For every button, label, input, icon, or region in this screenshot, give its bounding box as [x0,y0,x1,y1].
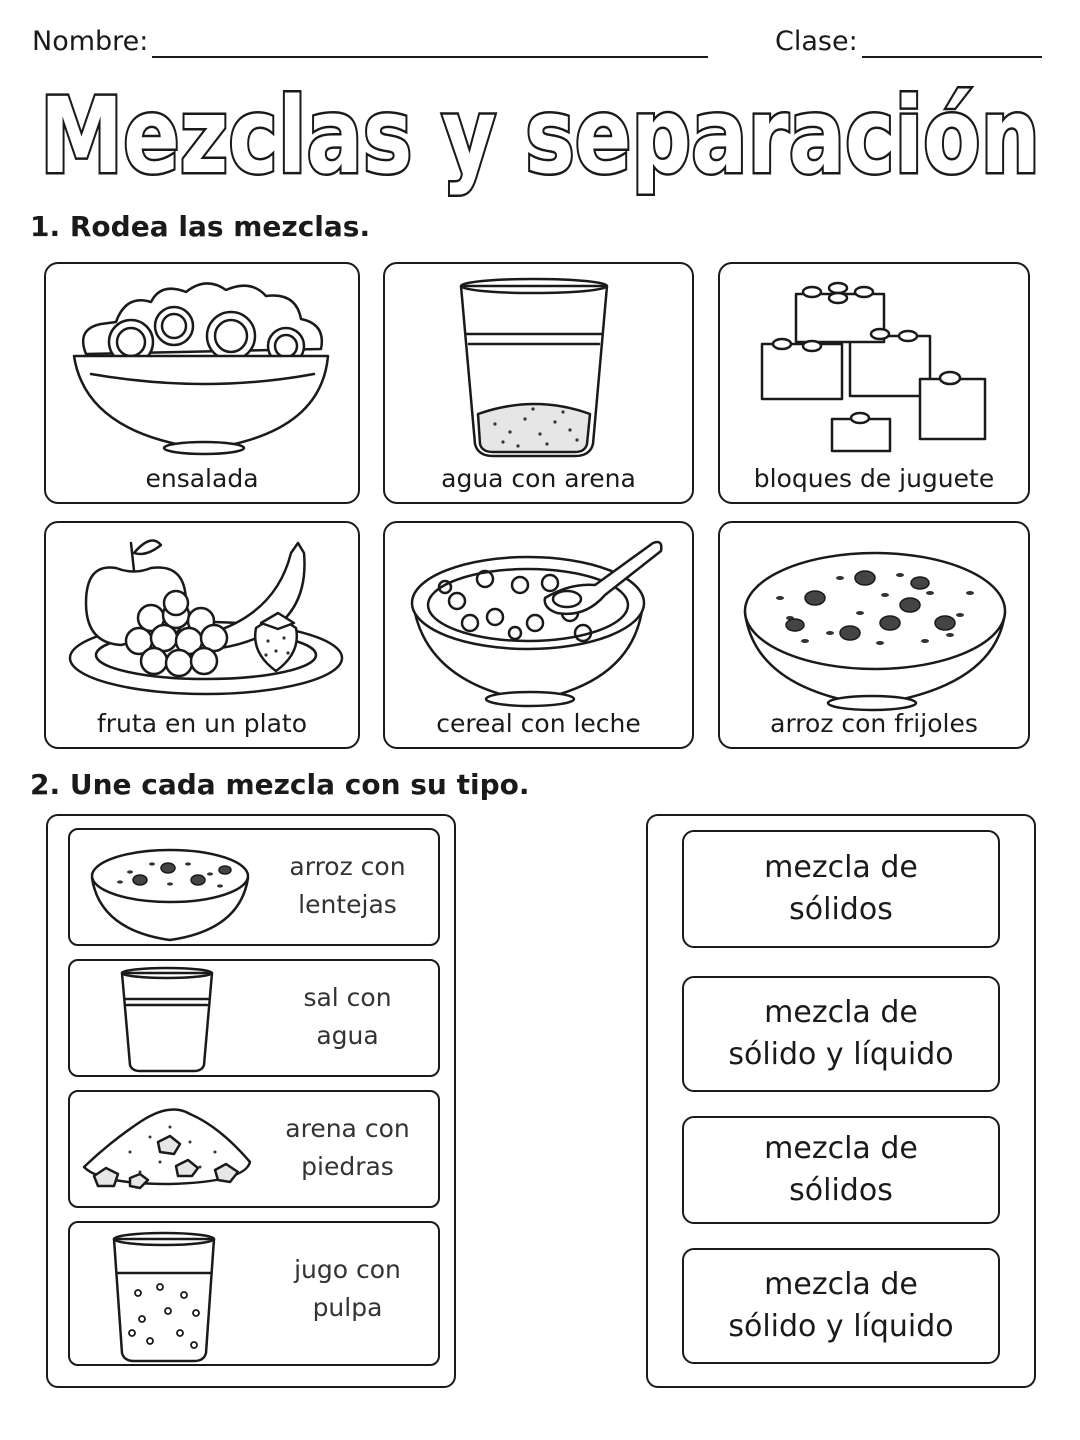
types-panel [646,814,1036,1388]
mixture-card-rice-beans[interactable] [718,521,1030,749]
mixture-item-label: jugo con pulpa [294,1255,401,1322]
salt-water-glass-icon [70,961,260,1079]
card-label: ensalada [145,464,259,493]
card-label: arroz con frijoles [770,709,978,738]
rice-lentils-bowl-icon [70,830,260,948]
type-box[interactable] [682,830,1000,948]
card-label: fruta en un plato [96,709,308,738]
mixture-item-label: arena con piedras [285,1114,410,1181]
class-label: Clase: [775,26,858,57]
type-box[interactable] [682,1116,1000,1224]
page-title-text: Mezclas y separación [40,75,1040,197]
juice-pulp-glass-icon [70,1223,260,1368]
sand-stones-pile-icon [70,1092,260,1210]
mixtures-panel [46,814,456,1388]
type-box[interactable] [682,1248,1000,1364]
name-field[interactable] [152,56,708,58]
card-label: agua con arena [441,464,636,493]
mixture-card-fruit-plate[interactable] [44,521,360,749]
type-label: mezcla de sólido y líquido [728,995,954,1072]
name-label: Nombre: [32,26,149,57]
mixture-card-cereal-milk[interactable] [383,521,694,749]
card-label: bloques de juguete [753,464,995,493]
mixture-item-label: arroz con lentejas [289,852,406,919]
mixture-card-salad[interactable] [44,262,360,504]
mixture-card-toy-blocks[interactable] [718,262,1030,504]
page-title [20,72,1065,212]
mixture-item-rice-lentils[interactable] [68,828,440,946]
section1-title: 1. Rodea las mezclas. [30,210,371,243]
mixture-item-juice-pulp[interactable] [68,1221,440,1366]
section2-title: 2. Une cada mezcla con su tipo. [30,768,530,801]
type-label: mezcla de sólidos [764,1131,918,1208]
class-field[interactable] [862,56,1042,58]
mixture-item-salt-water[interactable] [68,959,440,1077]
mixture-item-label: sal con agua [303,983,392,1050]
mixture-card-water-sand[interactable] [383,262,694,504]
type-label: mezcla de sólido y líquido [728,1267,954,1344]
mixture-item-sand-stones[interactable] [68,1090,440,1208]
type-box[interactable] [682,976,1000,1092]
card-label: cereal con leche [436,709,641,738]
type-label: mezcla de sólidos [764,850,918,927]
